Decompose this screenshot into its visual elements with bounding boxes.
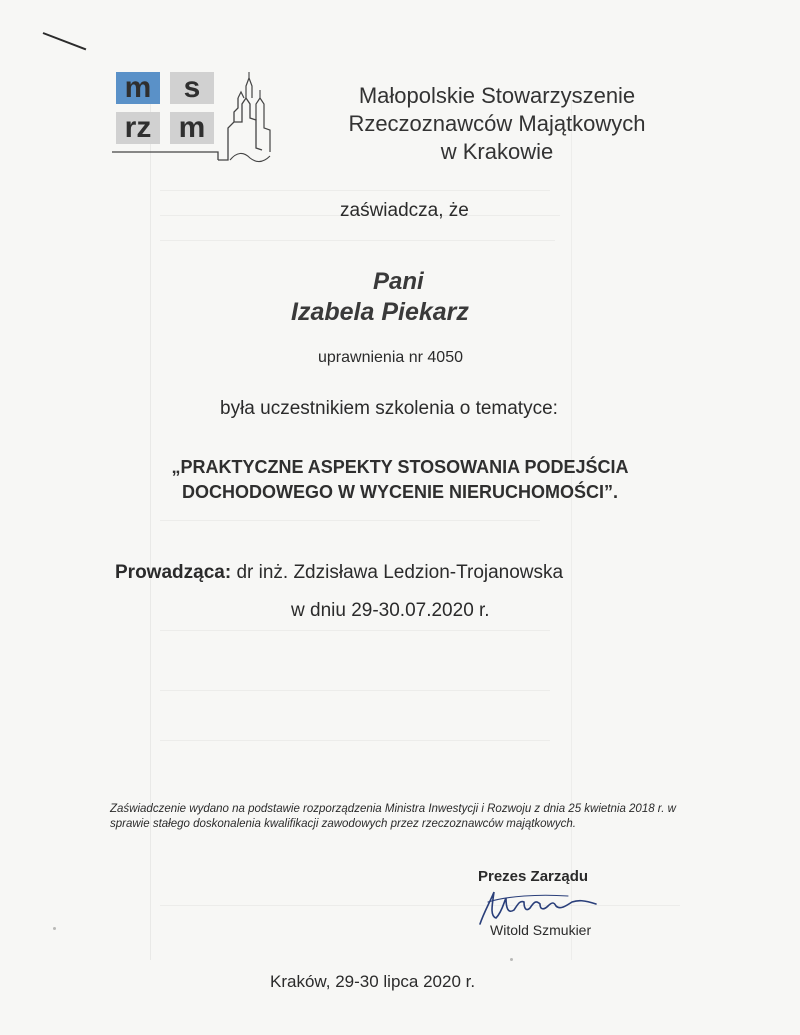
organization-name bbox=[322, 82, 672, 166]
signer-name: Witold Szmukier bbox=[490, 922, 592, 938]
legal-basis-note: Zaświadczenie wydano na podstawie rozporządzenia Ministra Inwestycji i Rozwoju z dnia 25 kwietnia 2018 r. w sprawie stałego doskonalenia kwalifikacji zawodowych przez rzeczoznawców majątkowych. bbox=[110, 803, 676, 830]
lecturer bbox=[115, 562, 563, 584]
scan-mark bbox=[43, 32, 87, 50]
lecturer-label: Prowadząca: bbox=[115, 562, 232, 583]
reverse-side-show-through bbox=[150, 100, 572, 960]
show-through-line bbox=[160, 740, 550, 741]
recipient-name: Izabela Piekarz bbox=[291, 298, 469, 326]
participation-text: była uczestnikiem szkolenia o tematyce: bbox=[220, 398, 558, 419]
recipient-salutation: Pani bbox=[373, 268, 424, 295]
logo-tile-rz: rz bbox=[116, 112, 160, 144]
org-name-line-2: Rzeczoznawców Majątkowych bbox=[348, 111, 646, 136]
course-title bbox=[0, 455, 800, 505]
msrzm-logo bbox=[110, 68, 276, 168]
lecturer-name: dr inż. Zdzisława Ledzion-Trojanowska bbox=[236, 562, 564, 583]
course-title-line-1: „PRAKTYCZNE ASPEKTY STOSOWANIA PODEJŚCIA bbox=[171, 457, 629, 477]
org-name-line-3: w Krakowie bbox=[440, 139, 554, 164]
logo-tile-s: s bbox=[170, 72, 214, 104]
show-through-line bbox=[160, 630, 550, 631]
show-through-line bbox=[160, 190, 550, 191]
attests-text: zaświadcza, że bbox=[340, 200, 469, 221]
scan-speck bbox=[53, 927, 56, 930]
license-number: uprawnienia nr 4050 bbox=[318, 349, 463, 366]
course-date: w dniu 29-30.07.2020 r. bbox=[291, 600, 490, 621]
show-through-line bbox=[160, 240, 555, 241]
logo-tile-m2: m bbox=[170, 112, 214, 144]
logo-tile-m: m bbox=[116, 72, 160, 104]
show-through-line bbox=[160, 690, 550, 691]
course-title-line-2: DOCHODOWEGO W WYCENIE NIERUCHOMOŚCI”. bbox=[182, 482, 618, 502]
board-president-title: Prezes Zarządu bbox=[478, 868, 589, 885]
show-through-line bbox=[160, 520, 540, 521]
wawel-outline-icon bbox=[110, 68, 276, 168]
place-and-date: Kraków, 29-30 lipca 2020 r. bbox=[270, 972, 476, 991]
scan-speck bbox=[510, 958, 513, 961]
org-name-line-1: Małopolskie Stowarzyszenie bbox=[358, 83, 636, 108]
